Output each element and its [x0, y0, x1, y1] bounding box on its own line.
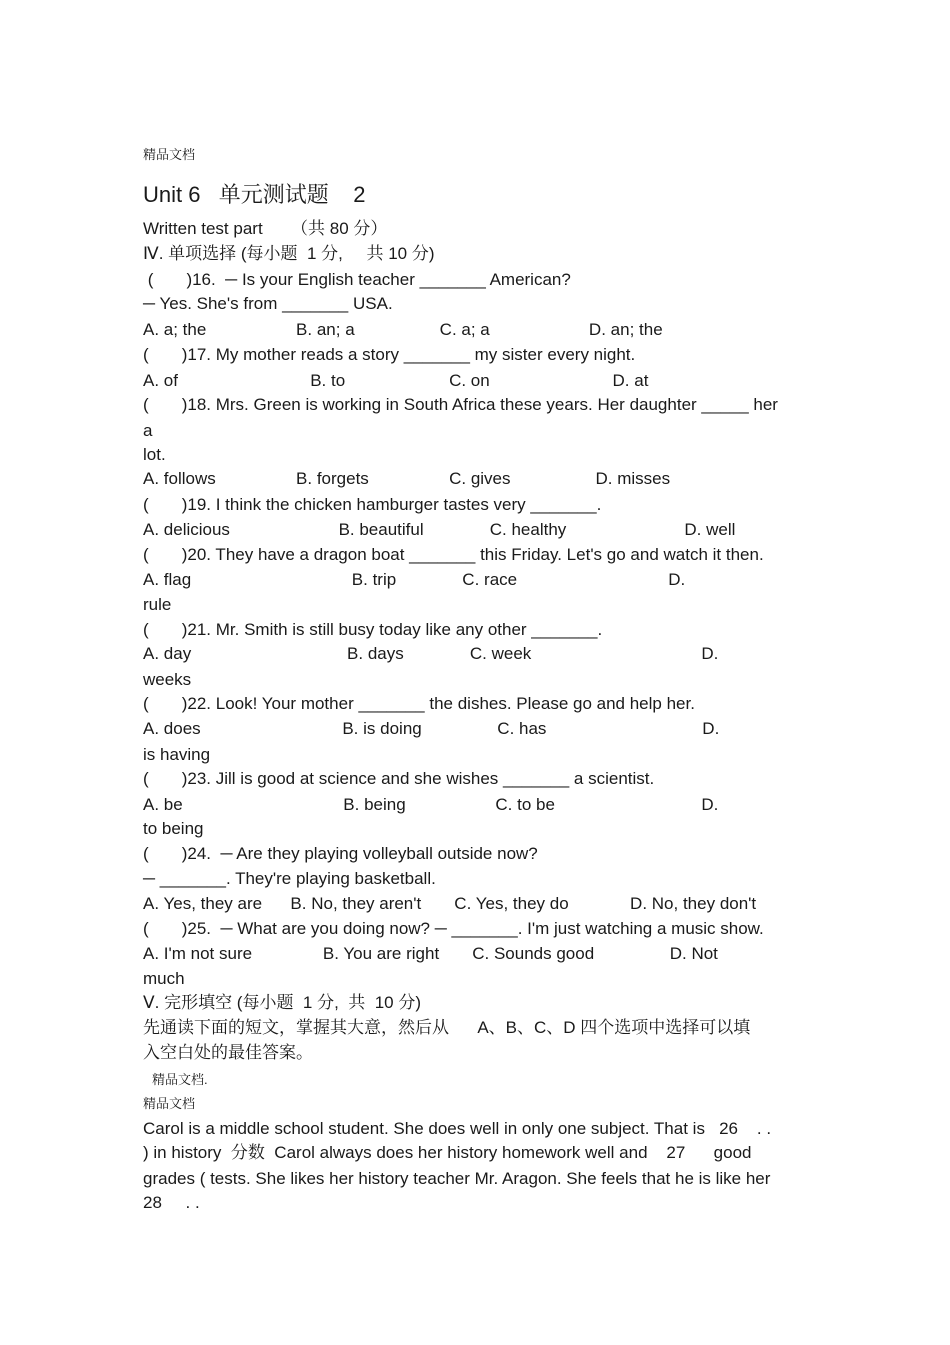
header-watermark: 精品文档 [143, 147, 196, 162]
text-line: A. day B. days C. week D. [143, 644, 719, 663]
footer-watermark: 精品文档. [152, 1072, 208, 1087]
section-heading: Ⅴ. 完形填空 (每小题 1 分, 共 10 分) [143, 993, 421, 1012]
text-line: is having [143, 745, 211, 764]
text-line: ( )21. Mr. Smith is still busy today like any other _______. [143, 620, 603, 639]
text-line: to being [143, 819, 204, 838]
passage-line: ) in history 分数 Carol always does her history homework well and 27 good [143, 1143, 752, 1162]
text-line: 入空白处的最佳答案。 [143, 1043, 313, 1062]
text-line: A. a; the B. an; a C. a; a D. an; the [143, 320, 663, 339]
page-title: Unit 6 单元测试题 2 [143, 182, 366, 207]
passage-line: Carol is a middle school student. She does well in only one subject. That is 26 . . [143, 1119, 772, 1138]
header-watermark-2: 精品文档 [143, 1096, 196, 1111]
text-line: A. Yes, they are B. No, they aren't C. Yes, they do D. No, they don't [143, 894, 757, 913]
text-line: ( )16. ─ Is your English teacher _______ American? [143, 270, 571, 289]
text-line: A. of B. to C. on D. at [143, 371, 649, 390]
text-line: A. does B. is doing C. has D. [143, 719, 720, 738]
text-line: ( )19. I think the chicken hamburger tastes very _______. [143, 495, 602, 514]
text-line: ( )18. Mrs. Green is working in South Africa these years. Her daughter _____ her [143, 395, 778, 414]
passage-line: grades ( tests. She likes her history teacher Mr. Aragon. She feels that he is like her [143, 1169, 771, 1188]
text-line: ( )23. Jill is good at science and she wishes _______ a scientist. [143, 769, 655, 788]
text-line: ( )17. My mother reads a story _______ my sister every night. [143, 345, 636, 364]
text-line: rule [143, 595, 172, 614]
text-line: A. flag B. trip C. race D. [143, 570, 686, 589]
text-line: ─ _______. They're playing basketball. [143, 869, 436, 888]
text-line: A. I'm not sure B. You are right C. Sounds good D. Not [143, 944, 718, 963]
text-line: 先通读下面的短文，掌握其大意，然后从 A、B、C、D 四个选项中选择可以填 [143, 1018, 751, 1037]
text-line: A. be B. being C. to be D. [143, 795, 719, 814]
text-line: lot. [143, 445, 166, 464]
passage-line: 28 . . [143, 1193, 200, 1212]
text-line: Written test part （共 80 分） [143, 219, 388, 238]
text-line: A. follows B. forgets C. gives D. misses [143, 469, 671, 488]
text-line: weeks [143, 670, 192, 689]
text-line: ( )22. Look! Your mother _______ the dishes. Please go and help her. [143, 694, 695, 713]
text-line: ( )24. ─ Are they playing volleyball outside now? [143, 844, 538, 863]
text-line: ( )25. ─ What are you doing now? ─ _______. I'm just watching a music show. [143, 919, 764, 938]
text-line: A. delicious B. beautiful C. healthy D. well [143, 520, 736, 539]
text-line: ─ Yes. She's from _______ USA. [143, 294, 393, 313]
text-line: much [143, 969, 185, 988]
text-line: a [143, 421, 153, 440]
text-line: Ⅳ. 单项选择 (每小题 1 分, 共 10 分) [143, 244, 435, 263]
text-line: ( )20. They have a dragon boat _______ this Friday. Let's go and watch it then. [143, 545, 764, 564]
